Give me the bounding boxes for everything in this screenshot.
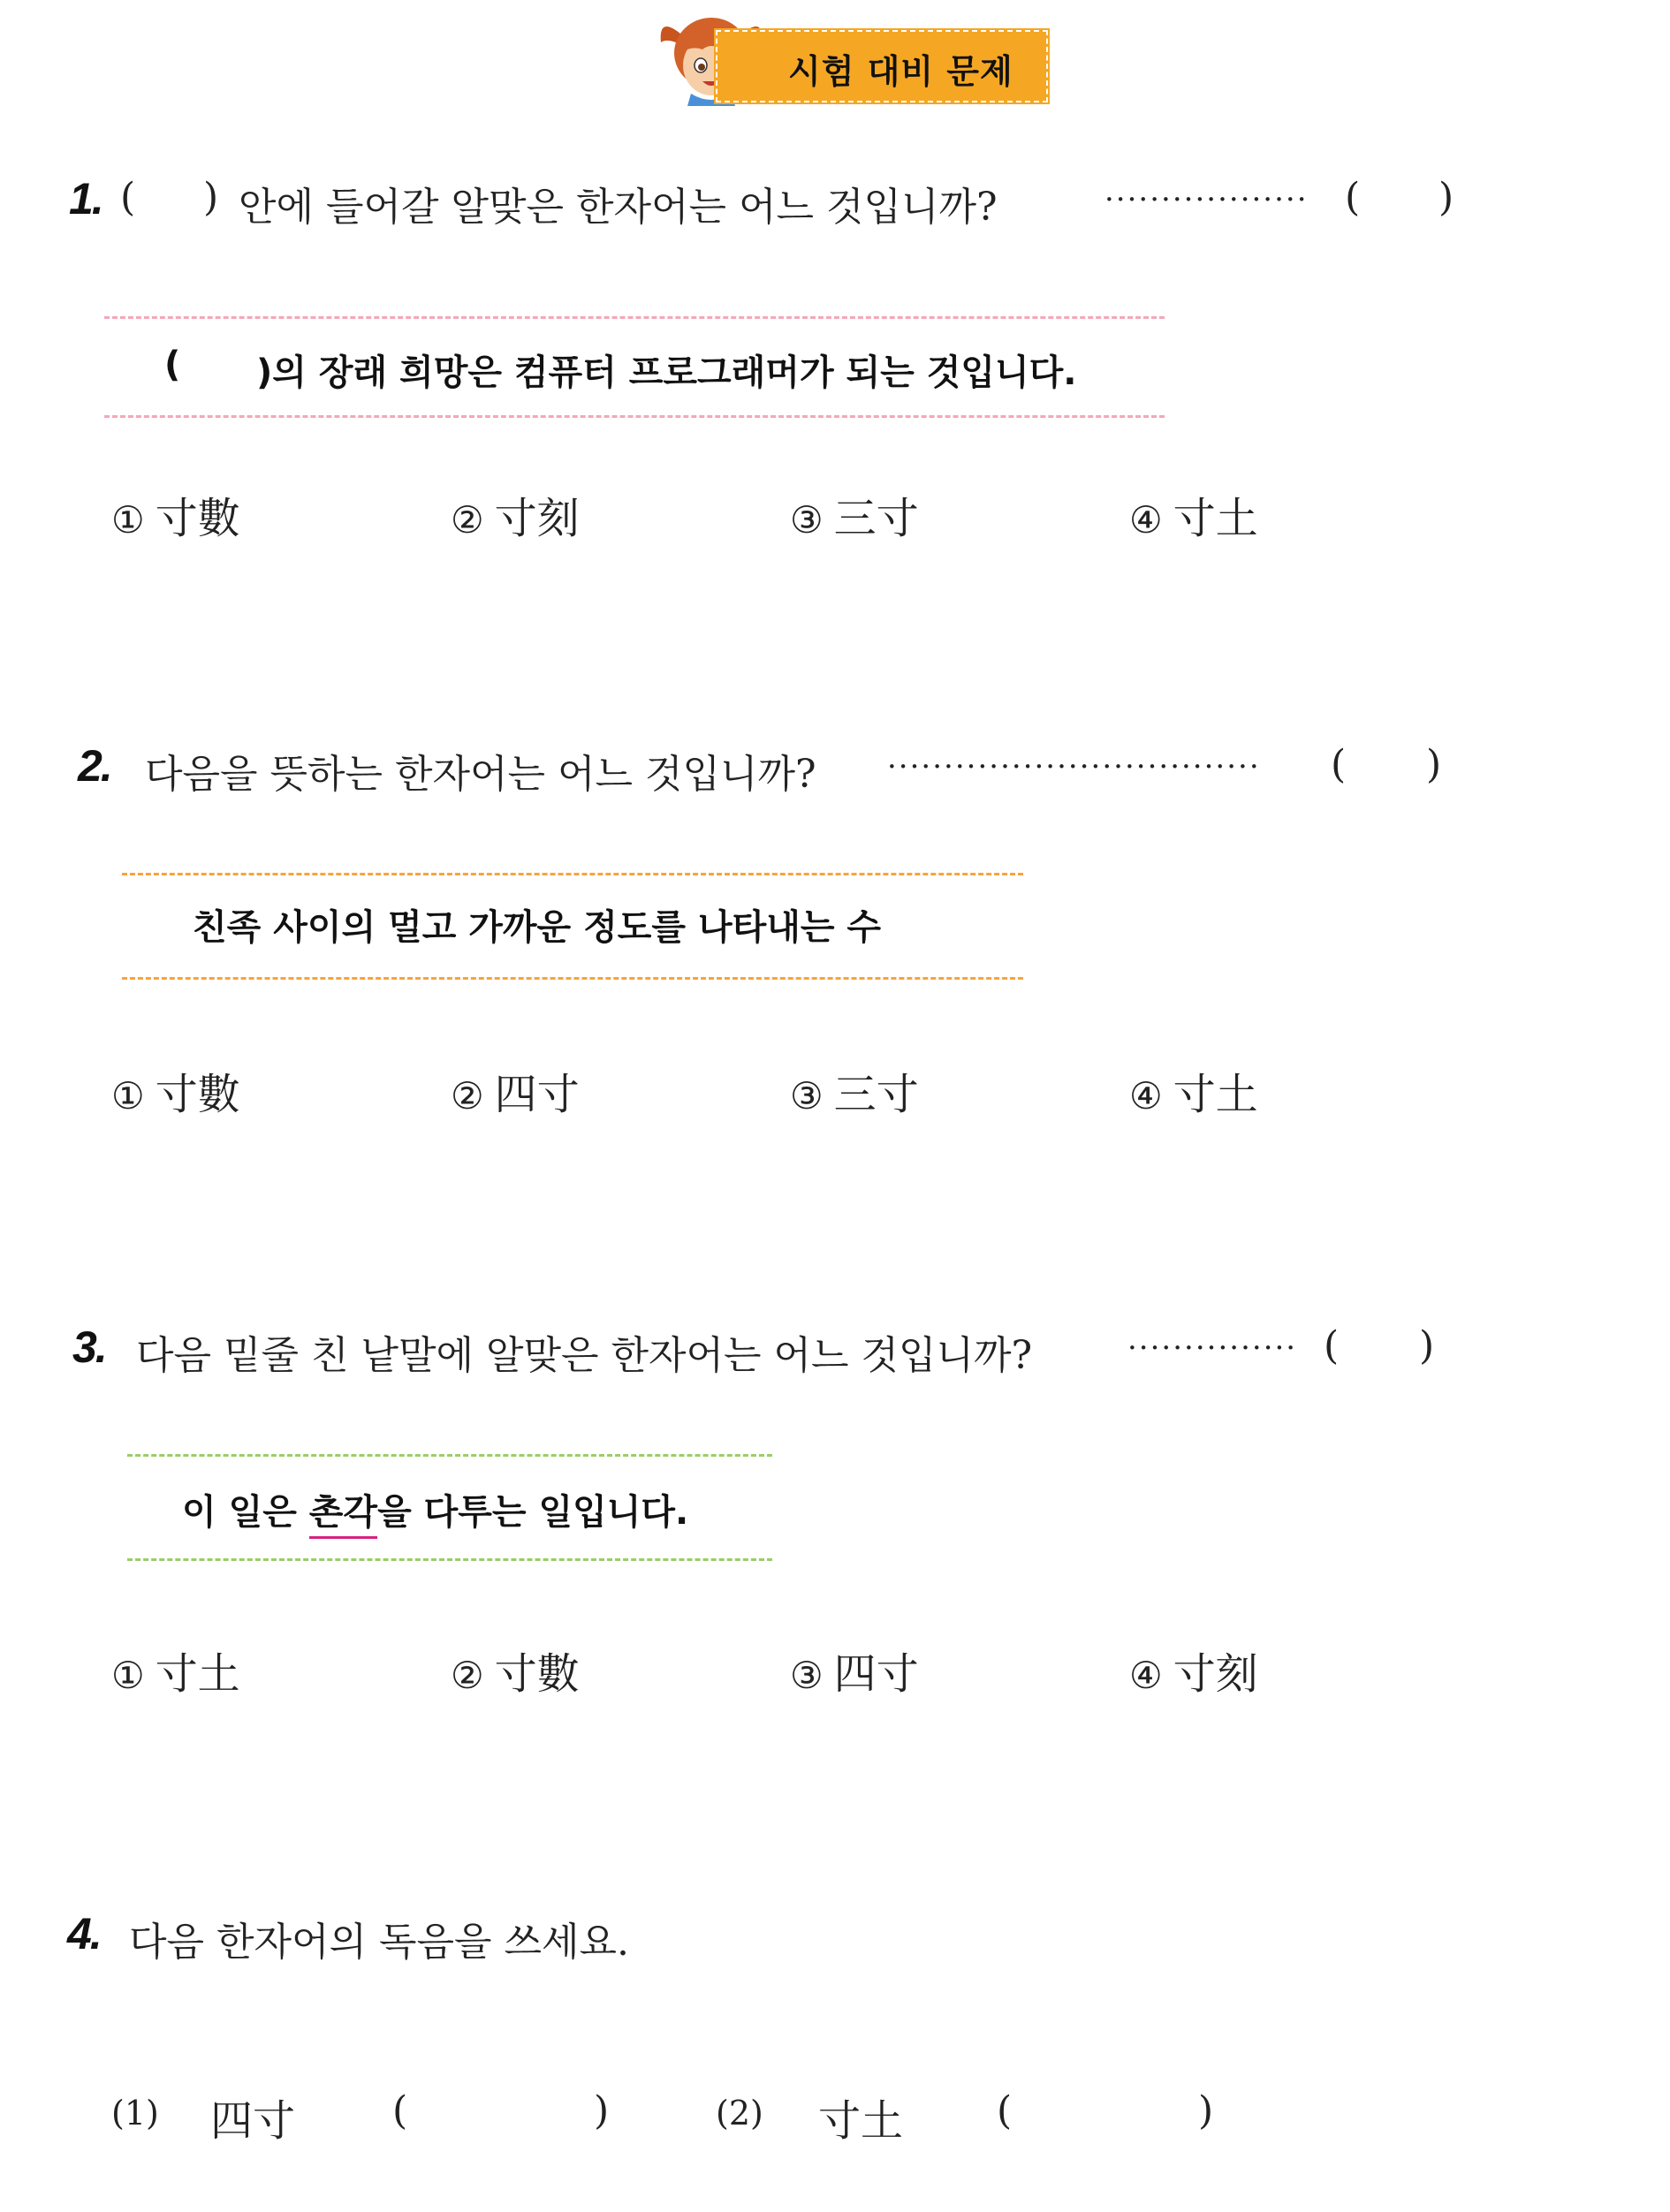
question-number: 4. bbox=[67, 1909, 101, 1958]
box-top-divider bbox=[122, 873, 1023, 875]
reading-item-1 bbox=[111, 2087, 641, 2148]
blank-close-paren: ) bbox=[203, 175, 219, 220]
leader-dots: ··············· bbox=[1127, 1330, 1298, 1366]
answer-close-paren[interactable]: ) bbox=[1426, 742, 1442, 787]
answer-open-paren[interactable]: ( bbox=[997, 2088, 1013, 2133]
box-sentence: 친족 사이의 멀고 가까운 정도를 나타내는 수 bbox=[193, 907, 882, 948]
leader-dots: ································· bbox=[887, 749, 1261, 784]
answer-close-paren[interactable]: ) bbox=[594, 2088, 610, 2133]
item-number: (2) bbox=[716, 2094, 763, 2132]
box-bottom-divider bbox=[104, 415, 1165, 418]
option-3[interactable]: ③ 四寸 bbox=[790, 1649, 919, 1699]
option-2[interactable]: ② 寸數 bbox=[451, 1649, 580, 1699]
header-title: 시험 대비 문제 bbox=[788, 52, 1013, 91]
option-2[interactable]: ② 四寸 bbox=[451, 1070, 580, 1119]
reading-item-2 bbox=[716, 2087, 1246, 2148]
option-3[interactable]: ③ 三寸 bbox=[790, 1070, 919, 1119]
option-4[interactable]: ④ 寸土 bbox=[1129, 494, 1258, 543]
option-4[interactable]: ④ 寸刻 bbox=[1129, 1649, 1258, 1699]
header-badge bbox=[654, 7, 1051, 106]
question-text: 다음 밑줄 친 낱말에 알맞은 한자어는 어느 것입니까? bbox=[136, 1333, 1033, 1378]
option-4[interactable]: ④ 寸土 bbox=[1129, 1070, 1258, 1119]
option-1[interactable]: ① 寸土 bbox=[111, 1649, 240, 1699]
option-3[interactable]: ③ 三寸 bbox=[790, 494, 919, 543]
box-sentence: )의 장래 희망은 컴퓨터 프로그래머가 되는 것입니다. bbox=[256, 352, 1077, 393]
question-number: 1. bbox=[69, 174, 102, 223]
box-top-divider bbox=[127, 1454, 772, 1457]
option-2[interactable]: ② 寸刻 bbox=[451, 494, 580, 543]
answer-open-paren[interactable]: ( bbox=[1345, 175, 1361, 220]
box-sentence: 이 일은 촌각을 다투는 일입니다. bbox=[182, 1484, 688, 1534]
answer-close-paren[interactable]: ) bbox=[1198, 2088, 1214, 2133]
answer-close-paren[interactable]: ) bbox=[1419, 1323, 1435, 1368]
box-top-divider bbox=[104, 316, 1165, 319]
leader-dots: ·················· bbox=[1104, 182, 1309, 217]
question-number: 3. bbox=[72, 1322, 106, 1372]
item-hanja: 四寸 bbox=[210, 2096, 296, 2146]
option-1[interactable]: ① 寸數 bbox=[111, 494, 240, 543]
item-number: (1) bbox=[111, 2094, 159, 2132]
answer-open-paren[interactable]: ( bbox=[392, 2088, 408, 2133]
blank-open-paren: ( bbox=[120, 175, 136, 220]
box-bottom-divider bbox=[127, 1558, 772, 1561]
question-text: 다음 한자어의 독음을 쓰세요. bbox=[129, 1920, 629, 1965]
answer-open-paren[interactable]: ( bbox=[1324, 1323, 1340, 1368]
question-text: 안에 들어갈 알맞은 한자어는 어느 것입니까? bbox=[239, 185, 998, 230]
option-1[interactable]: ① 寸數 bbox=[111, 1070, 240, 1119]
underlined-word: 촌각 bbox=[309, 1492, 377, 1539]
answer-open-paren[interactable]: ( bbox=[1331, 742, 1347, 787]
box-bottom-divider bbox=[122, 977, 1023, 980]
answer-close-paren[interactable]: ) bbox=[1438, 175, 1454, 220]
question-number: 2. bbox=[78, 741, 111, 791]
header-title-box bbox=[716, 30, 1048, 102]
box-open-paren: ( bbox=[164, 345, 181, 385]
question-text: 다음을 뜻하는 한자어는 어느 것입니까? bbox=[145, 752, 816, 797]
item-hanja: 寸土 bbox=[818, 2096, 904, 2146]
